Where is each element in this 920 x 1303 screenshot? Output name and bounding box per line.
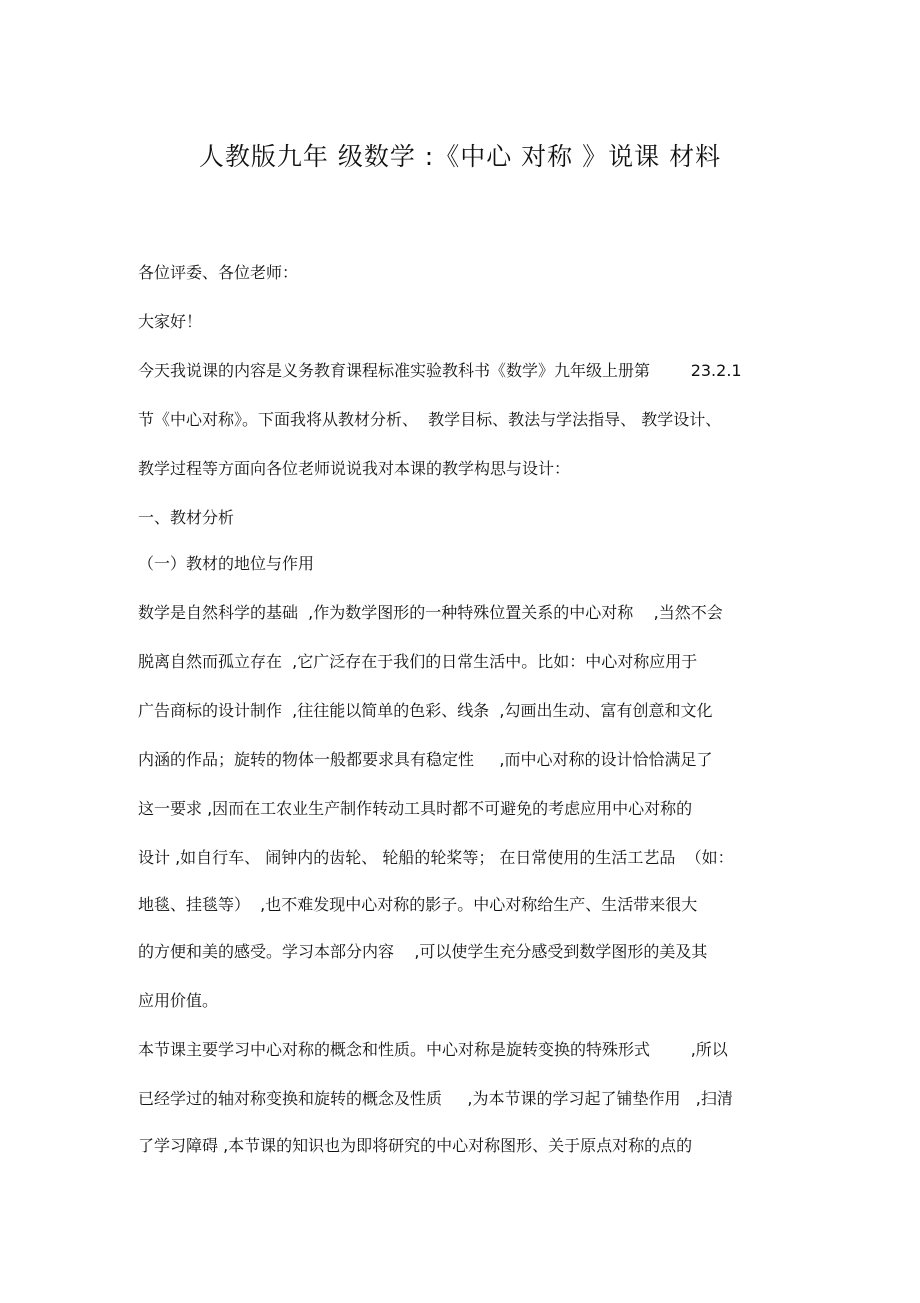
paragraph-line: 今天我说课的内容是义务教育课程标准实验教科书《数学》九年级上册第 23.2.1 — [138, 361, 742, 380]
paragraph-line: 这一要求 ,因而在工农业生产制作转动工具时都不可避免的考虑应用中心对称的 — [138, 799, 693, 818]
paragraph-line: 设计 ,如自行车、 闹钟内的齿轮、 轮船的轮桨等； 在日常使用的生活工艺品 （如： — [138, 848, 734, 867]
greeting-line: 各位评委、各位老师： — [138, 263, 299, 282]
paragraph-line: 已经学过的轴对称变换和旋转的概念及性质 ,为本节课的学习起了铺垫作用 ,扫清 — [138, 1089, 733, 1108]
paragraph-line: 节《中心对称》。下面我将从教材分析、 教学目标、教法与学法指导、 教学设计、 — [138, 410, 722, 429]
subsection-heading: （一）教材的地位与作用 — [138, 554, 315, 573]
paragraph-line: 本节课主要学习中心对称的概念和性质。中心对称是旋转变换的特殊形式 ,所以 — [138, 1040, 728, 1059]
paragraph-line: 应用价值。 — [138, 991, 219, 1010]
paragraph-line: 地毯、挂毯等） ,也不难发现中心对称的影子。中心对称给生产、生活带来很大 — [138, 895, 698, 914]
paragraph-line: 教学过程等方面向各位老师说说我对本课的教学构思与设计： — [138, 459, 571, 478]
section-heading: 一、教材分析 — [138, 508, 235, 527]
paragraph-line: 的方便和美的感受。学习本部分内容 ,可以使学生充分感受到数学图形的美及其 — [138, 942, 708, 961]
paragraph-line: 数学是自然科学的基础 ,作为数学图形的一种特殊位置关系的中心对称 ,当然不会 — [138, 603, 723, 622]
paragraph-line: 脱离自然而孤立存在 ,它广泛存在于我们的日常生活中。比如：中心对称应用于 — [138, 652, 698, 671]
paragraph-line: 了学习障碍 ,本节课的知识也为即将研究的中心对称图形、关于原点对称的点的 — [138, 1136, 693, 1155]
salutation-line: 大家好！ — [138, 312, 203, 331]
document-title: 人教版九年 级数学 :《中心 对称 》说课 材料 — [198, 142, 722, 171]
paragraph-line: 广告商标的设计制作 ,往往能以简单的色彩、线条 ,勾画出生动、富有创意和文化 — [138, 701, 713, 720]
paragraph-line: 内涵的作品；旋转的物体一般都要求具有稳定性 ,而中心对称的设计恰恰满足了 — [138, 750, 713, 769]
